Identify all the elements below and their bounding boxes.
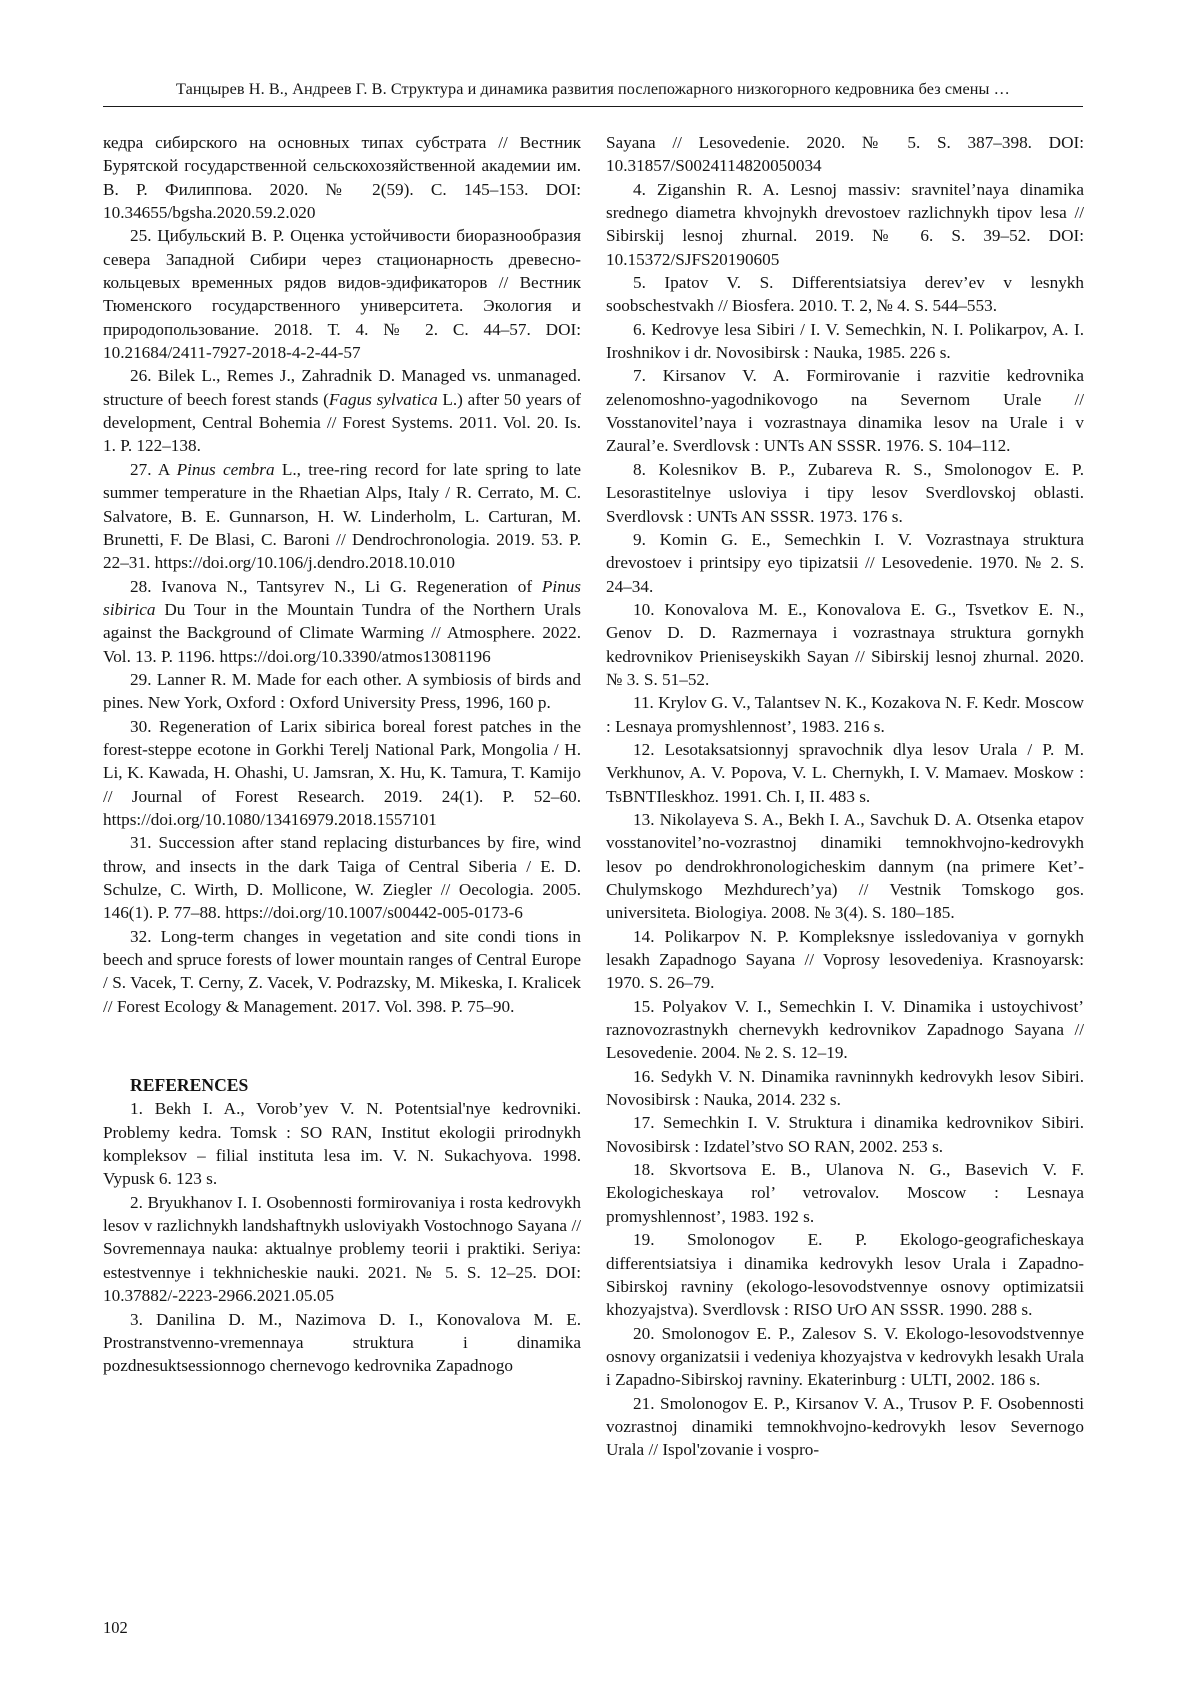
reference-27: 27. A Pinus cembra L., tree-ring record for late spring to late summer temperature in the Rhaetian Alps, Italy / R. Cerrato, M. C. Salvatore, B. E. Gunnarson, H. W. Linderholm, L. Carturan, M. Brunetti, F. De Blasi, C. Baroni // Dendrochronologia. 2019. 53. P. 22–31. https://doi.org/10.106/j.dendro.2018.10.010 — [103, 459, 581, 573]
references-item-10: 10. Konovalova M. E., Konovalova E. G., Tsvetkov E. N., Genov D. D. Razmernaya i vozrastnaya struktura gornykh kedrovnikov Prieniseyskikh Sayan // Sibirskij lesnoj zhurnal. 2020. № 3. S. 51–52. — [606, 599, 1084, 689]
page-number: 102 — [103, 1618, 128, 1637]
reference-31: 31. Succession after stand replacing disturbances by fire, wind throw, and insects in the dark Taiga of Central Siberia / E. D. Schulze, C. Wirth, D. Mollicone, W. Ziegler // Oecologia. 2005. 146(1). P. 77–88. https://doi.org/10.1007/s00442-005-0173-6 — [103, 833, 581, 923]
reference-continuation: Sayana // Lesovedenie. 2020. № 5. S. 387–398. DOI: 10.31857/S0024114820050034 — [606, 133, 1084, 176]
references-item-8: 8. Kolesnikov B. P., Zubareva R. S., Smolonogov E. P. Lesorastitelnye usloviya i tipy lesov Sverdlovskoj oblasti. Sverdlovsk : UNTs AN SSSR. 1973. 176 s. — [606, 459, 1084, 526]
references-item-12: 12. Lesotaksatsionnyj spravochnik dlya lesov Urala / P. M. Verkhunov, A. V. Popova, V. L. Chernykh, I. V. Mamaev. Moskow : TsBNTIleskhoz. 1991. Ch. I, II. 483 s. — [606, 739, 1084, 806]
references-item-6: 6. Kedrovye lesa Sibiri / I. V. Semechkin, N. I. Polikarpov, A. I. Iroshnikov i dr. Novosibirsk : Nauka, 1985. 226 s. — [606, 319, 1084, 363]
header-rule — [103, 106, 1083, 107]
left-column — [103, 131, 581, 1378]
references-item-18: 18. Skvortsova E. B., Ulanova N. G., Basevich V. F. Ekologicheskaya rol’ vetrovalov. Moscow : Lesnaya promyshlennost’, 1983. 192 s. — [606, 1160, 1084, 1226]
references-item-15: 15. Polyakov V. I., Semechkin I. V. Dinamika i ustoychivost’ raznovozrastnykh chernevykh kedrovnikov Zapadnogo Sayana // Lesovedenie. 2004. № 2. S. 12–19. — [606, 996, 1084, 1063]
reference-28: 28. Ivanova N., Tantsyrev N., Li G. Regeneration of Pinus sibirica Du Tour in the Mountain Tundra of the Northern Urals against the Background of Climate Warming // Atmosphere. 2022. Vol. 13. P. 1196. https://doi.org/10.3390/atmos13081196 — [103, 576, 581, 666]
references-item-19: 19. Smolonogov E. P. Ekologo-geograficheskaya differentsiatsiya i dinamika kedrovykh lesov Urala i Zapadno-Sibirskoj ravniny (ekologo-lesovodstvennye osnovy optimizatsii khozyajstva). Sverdlovsk : RISO UrO AN SSSR. 1990. 288 s. — [606, 1230, 1084, 1320]
references-item-14: 14. Polikarpov N. P. Kompleksnye issledovaniya v gornykh lesakh Zapadnogo Sayana // Voprosy lesovedeniya. Krasnoyarsk: 1970. S. 26–79. — [606, 926, 1084, 993]
references-item-5: 5. Ipatov V. S. Differentsiatsiya derev’ev v lesnykh soobschestvakh // Biosfera. 2010. T. 2, № 4. S. 544–553. — [606, 273, 1084, 316]
references-item-11: 11. Krylov G. V., Talantsev N. K., Kozakova N. F. Kedr. Moscow : Lesnaya promyshlennost’, 1983. 216 s. — [606, 693, 1084, 736]
right-column — [606, 131, 1084, 1462]
references-item-2: 2. Bryukhanov I. I. Osobennosti formirovaniya i rosta kedrovykh lesov v razlichnykh landshaftnykh usloviyakh Vostochnogo Sayana // Sovremennaya nauka: aktualnye problemy teorii i praktiki. Seriya: estestvennye i tekhnicheskie nauki. 2021. № 5. S. 12–25. DOI: 10.37882/-2223-2966.2021.05.05 — [103, 1192, 581, 1306]
references-item-1: 1. Bekh I. A., Vorob’yev V. N. Potentsial'nye kedrovniki. Problemy kedra. Tomsk : SO RAN, Institut ekologii prirodnykh kompleksov – filial instituta lesa im. V. N. Sukachyova. 1998. Vypusk 6. 123 s. — [103, 1099, 581, 1189]
references-item-21: 21. Smolonogov E. P., Kirsanov V. A., Trusov P. F. Osobennosti vozrastnoj dinamiki temnokhvojno-kedrovykh lesov Severnogo Urala // Ispol'zovanie i vospro- — [606, 1393, 1084, 1460]
references-heading: REFERENCES — [130, 1075, 249, 1096]
references-item-13: 13. Nikolayeva S. A., Bekh I. A., Savchuk D. A. Otsenka etapov vosstanovitel’no-vozrastnoj dinamiki temnokhvojno-kedrovykh lesov po dendrokhronologicheskim dannym (na primere Ket’-Chulymskogo Mezhdurech’ya) // Vestnik Tomskogo gos. universiteta. Biologiya. 2008. № 3(4). S. 180–185. — [606, 809, 1084, 923]
reference-29: 29. Lanner R. M. Made for each other. A symbiosis of birds and pines. New York, Oxford : Oxford University Press, 1996, 160 p. — [103, 669, 581, 713]
reference-25: 25. Цибульский В. Р. Оценка устойчивости биоразнообразия севера Западной Сибири через стационарность древесно-кольцевых временных рядов видов-эдификаторов // Вестник Тюменского государственного университета. Экология и природопользование. 2018. Т. 4. № 2. С. 44–57. DOI: 10.21684/2411-7927-2018-4-2-44-57 — [103, 226, 581, 363]
references-item-4: 4. Ziganshin R. A. Lesnoj massiv: sravnitel’naya dinamika srednego diametra khvojnykh drevostoev razlichnykh tipov lesa // Sibirskij lesnoj zhurnal. 2019. № 6. S. 39–52. DOI: 10.15372/SJFS20190605 — [606, 179, 1084, 269]
references-item-16: 16. Sedykh V. N. Dinamika ravninnykh kedrovykh lesov Sibiri. Novosibirsk : Nauka, 2014. 232 s. — [606, 1066, 1084, 1110]
reference-26: 26. Bilek L., Remes J., Zahradnik D. Managed vs. unmanaged. structure of beech forest stands (Fagus sylvatica L.) after 50 years of development, Central Bohemia // Forest Systems. 2011. Vol. 20. Is. 1. P. 122–138. — [103, 366, 581, 456]
reference-30: 30. Regeneration of Larix sibirica boreal forest patches in the forest-steppe ecotone in Gorkhi Terelj National Park, Mongolia / H. Li, K. Kawada, H. Ohashi, U. Jamsran, X. Hu, K. Tamura, T. Kamijo // Journal of Forest Research. 2019. 24(1). P. 52–60. https://doi.org/10.1080/13416979.2018.1557101 — [103, 716, 581, 829]
references-item-20: 20. Smolonogov E. P., Zalesov S. V. Ekologo-lesovodstvennye osnovy organizatsii i vedeniya khozyajstva v kedrovykh lesakh Urala i Zapadno-Sibirskoj ravniny. Ekaterinburg : ULTI, 2002. 186 s. — [606, 1323, 1084, 1390]
references-item-17: 17. Semechkin I. V. Struktura i dinamika kedrovnikov Sibiri. Novosibirsk : Izdatel’stvo SO RAN, 2002. 253 s. — [606, 1113, 1084, 1156]
running-title: Танцырев Н. В., Андреев Г. В. Структура и динамика развития послепожарного низкогорного кедровника без смены … — [176, 80, 1010, 98]
references-item-7: 7. Kirsanov V. A. Formirovanie i razvitie kedrovnika zelenomoshno-yagodnikovogo na Severnom Urale // Vosstanovitel’naya i vozrastnaya dinamika lesov na Urale i v Zaural’e. Sverdlovsk : UNTs AN SSSR. 1976. S. 104–112. — [606, 366, 1084, 456]
references-item-9: 9. Komin G. E., Semechkin I. V. Vozrastnaya struktura drevostoev i printsipy eyo tipizatsii // Lesovedenie. 1970. № 2. S. 24–34. — [606, 529, 1084, 596]
reference-continuation: кедра сибирского на основных типах субстрата // Вестник Бурятской государственной сельскохозяйственной академии им. В. Р. Филиппова. 2020. № 2(59). С. 145–153. DOI: 10.34655/bgsha.2020.59.2.020 — [103, 133, 581, 223]
reference-32: 32. Long-term changes in vegetation and site condi tions in beech and spruce forests of lower mountain ranges of Central Europe / S. Vacek, T. Cerny, Z. Vacek, V. Podrazsky, M. Mikeska, I. Kralicek // Forest Ecology & Management. 2017. Vol. 398. P. 75–90. — [103, 926, 581, 1016]
references-item-3: 3. Danilina D. M., Nazimova D. I., Konovalova M. E. Prostranstvenno-vremennaya struktura i dinamika pozdnesuktsessionnogo chernevogo kedrovnika Zapadnogo — [103, 1309, 581, 1376]
